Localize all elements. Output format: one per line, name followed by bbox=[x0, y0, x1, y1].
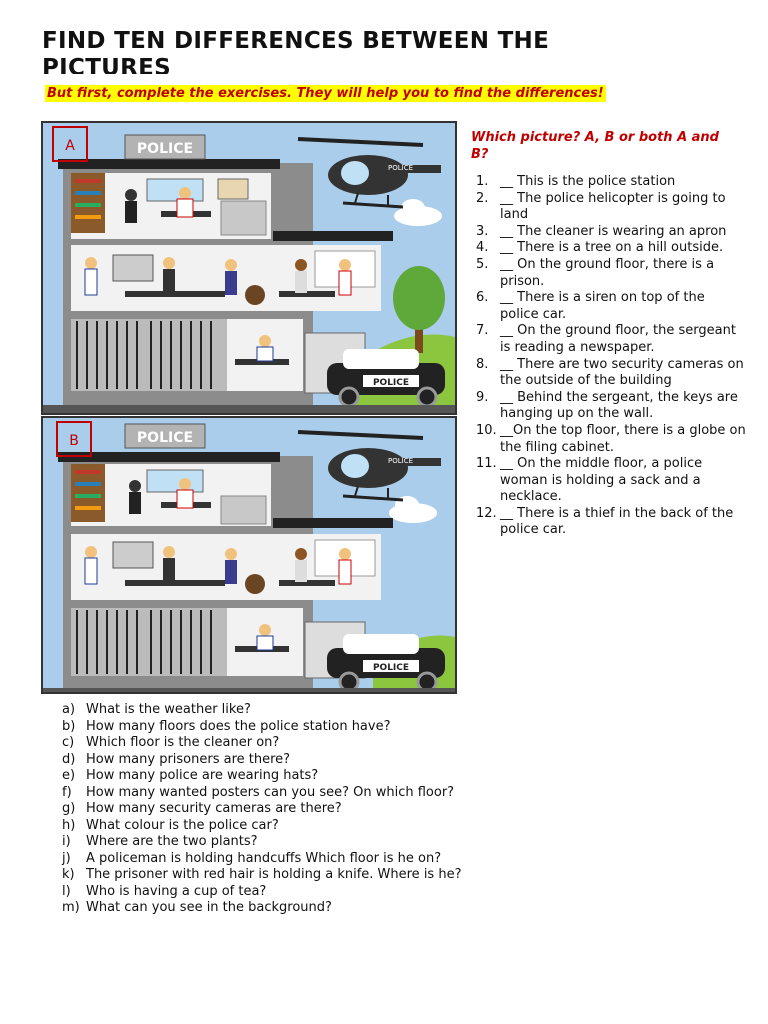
sack-icon bbox=[245, 285, 265, 305]
list-item: l) Who is having a cup of tea? bbox=[62, 883, 267, 899]
roof bbox=[58, 159, 280, 169]
picture-label-b: B bbox=[69, 433, 79, 449]
list-item: f) How many wanted posters can you see? On which floor? bbox=[62, 784, 455, 800]
prisoner-figure bbox=[163, 558, 175, 580]
policeman-figure bbox=[85, 269, 97, 295]
list-item: e) How many police are wearing hats? bbox=[62, 768, 319, 783]
cleaner-figure bbox=[125, 201, 137, 223]
list-item: h) What colour is the police car? bbox=[62, 817, 279, 833]
list-item: g) How many security cameras are there? bbox=[62, 801, 342, 816]
list-item: 5. __ On the ground floor, there is a prison. bbox=[476, 256, 715, 289]
police-sign-text: POLICE bbox=[136, 141, 194, 157]
list-item: a) What is the weather like? bbox=[62, 702, 251, 717]
policeman-figure bbox=[85, 558, 97, 584]
tree-icon bbox=[393, 266, 445, 330]
officer-figure bbox=[177, 490, 193, 508]
desk-icon bbox=[125, 291, 225, 297]
list-item: 9. __ Behind the sergeant, the keys are hanging up on the wall. bbox=[476, 389, 738, 422]
policewoman-figure bbox=[225, 560, 237, 584]
officer-figure bbox=[339, 560, 351, 584]
police-station-illustration bbox=[43, 123, 457, 415]
list-item: 7. __ On the ground floor, the sergeant is reading a newspaper. bbox=[476, 323, 736, 355]
list-item: j) A policeman is holding handcuffs Which floor is he on? bbox=[62, 850, 442, 866]
helicopter-label: POLICE bbox=[388, 457, 414, 465]
policewoman-figure bbox=[225, 271, 237, 295]
policeman-figure bbox=[295, 560, 307, 582]
statements-heading: Which picture? A, B or both A and B? bbox=[471, 130, 719, 162]
officer-figure bbox=[177, 199, 193, 217]
sergeant-figure bbox=[257, 347, 273, 361]
list-item: 11. __ On the middle floor, a police woman is holding a sack and a necklace. bbox=[476, 456, 703, 505]
road bbox=[43, 405, 457, 415]
list-item: i) Where are the two plants? bbox=[62, 834, 258, 849]
police-station-illustration bbox=[43, 418, 457, 694]
statement-list bbox=[476, 174, 746, 539]
helicopter-label: POLICE bbox=[388, 164, 414, 172]
list-item: 4. __ There is a tree on a hill outside. bbox=[476, 240, 724, 256]
filing-cabinet-icon bbox=[221, 201, 266, 235]
list-item: 10. __On the top floor, there is a globe on the filing cabinet. bbox=[476, 422, 746, 455]
list-item: 6. __ There is a siren on top of the police car. bbox=[476, 290, 705, 322]
posters-icon bbox=[218, 179, 248, 199]
car-label: POLICE bbox=[372, 378, 410, 388]
list-item: 12. __ There is a thief in the back of the police car. bbox=[476, 505, 734, 538]
list-item: d) How many prisoners are there? bbox=[62, 751, 291, 767]
list-item: c) Which floor is the cleaner on? bbox=[62, 735, 280, 750]
question-list bbox=[62, 702, 662, 917]
road bbox=[43, 688, 457, 694]
prisoner-figure bbox=[163, 269, 175, 291]
car-label: POLICE bbox=[372, 663, 410, 673]
sack-icon bbox=[245, 574, 265, 594]
picture-a bbox=[41, 121, 457, 415]
picture-b bbox=[41, 416, 457, 694]
desk-icon bbox=[125, 580, 225, 586]
officer-figure bbox=[339, 271, 351, 295]
list-item: 1. __ This is the police station bbox=[476, 174, 676, 189]
safe-icon bbox=[113, 255, 153, 281]
prison-cells bbox=[71, 319, 227, 391]
prison-cells bbox=[71, 608, 227, 676]
safe-icon bbox=[113, 542, 153, 568]
policeman-figure bbox=[295, 271, 307, 293]
list-item: m) What can you see in the background? bbox=[62, 900, 332, 915]
police-sign-text: POLICE bbox=[136, 430, 194, 446]
list-item: b) How many floors does the police station have? bbox=[62, 718, 391, 734]
filing-cabinet-icon bbox=[221, 496, 266, 524]
list-item: 3. __ The cleaner is wearing an apron bbox=[476, 223, 727, 239]
picture-label-a: A bbox=[65, 138, 75, 154]
list-item: k) The prisoner with red hair is holding a knife. Where is he? bbox=[62, 867, 462, 882]
cleaner-figure bbox=[129, 492, 141, 514]
list-item: 2. __ The police helicopter is going to land bbox=[476, 190, 726, 223]
list-item: 8. __ There are two security cameras on the outside of the building bbox=[476, 356, 744, 389]
sergeant-figure bbox=[257, 636, 273, 650]
instructions-banner: But first, complete the exercises. They will help you to find the differences! bbox=[47, 86, 604, 101]
page-title: FIND TEN DIFFERENCES BETWEEN THE PICTURES bbox=[42, 28, 550, 74]
